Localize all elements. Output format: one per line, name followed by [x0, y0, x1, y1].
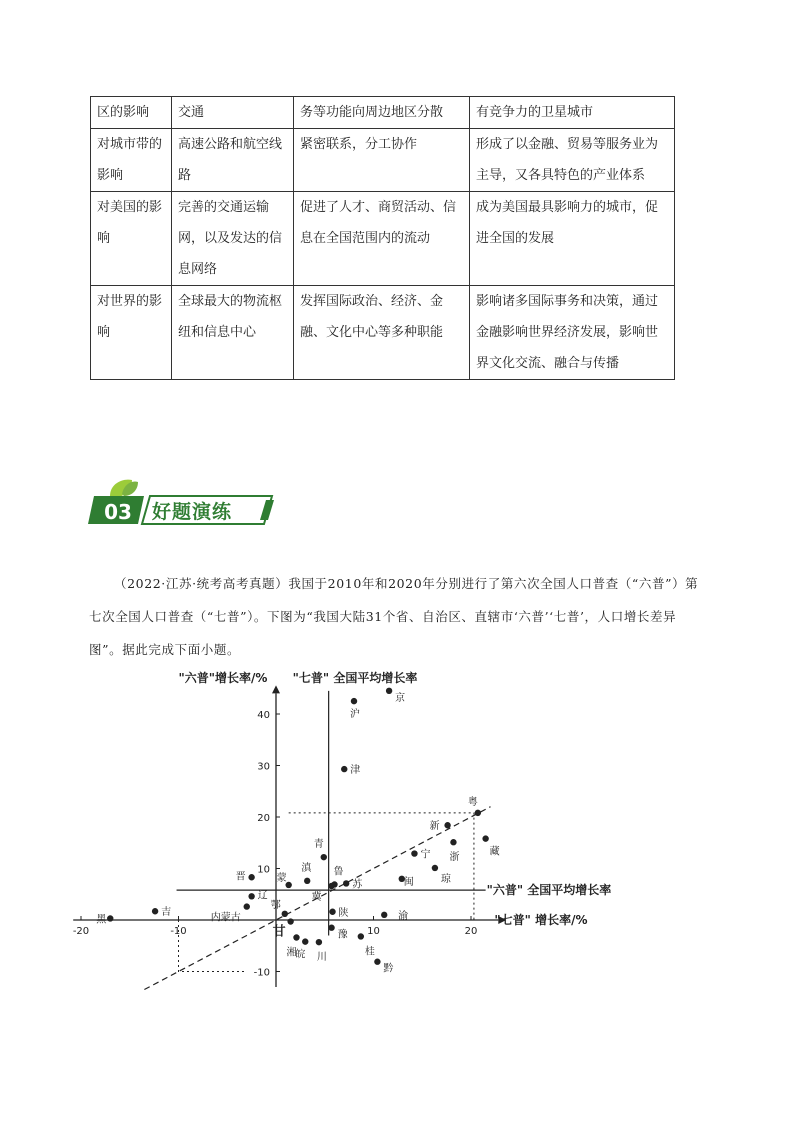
data-point-label: 桂 [364, 946, 375, 958]
table-row [91, 129, 675, 192]
data-point [329, 909, 335, 915]
leaf-icon [110, 480, 138, 498]
data-point-label: 渝 [398, 910, 409, 922]
y-axis-title: "六普"增长率/% [178, 671, 268, 685]
data-point-label: 内蒙古 [210, 912, 241, 924]
data-point [358, 933, 364, 939]
data-point-label: 湘 [286, 947, 297, 959]
data-point [282, 911, 288, 917]
data-point-label: 沪 [350, 709, 360, 721]
population-growth-scatter-chart [60, 660, 612, 1000]
data-point-label: 晋 [235, 871, 246, 883]
table-cell: 对城市带的影响 [91, 129, 172, 192]
data-point-label: 粤 [467, 796, 478, 808]
table-cell: 对世界的影响 [91, 286, 172, 380]
data-point [328, 925, 334, 931]
data-point-label: 黔 [383, 963, 394, 975]
y-tick-label: -10 [253, 967, 270, 979]
data-point-label: 吉 [161, 907, 172, 919]
data-point-label: 苏 [352, 879, 363, 891]
data-point [321, 854, 327, 860]
x-tick-label: 20 [464, 926, 478, 937]
data-point [304, 878, 310, 884]
y-tick-label: 40 [257, 710, 270, 721]
table-cell: 高速公路和航空线路 [172, 129, 294, 192]
table-cell: 有竞争力的卫星城市 [470, 97, 675, 129]
data-point [411, 850, 417, 856]
data-point-label: 鄂 [270, 899, 281, 911]
data-point [482, 835, 488, 841]
section-title: 好题演练 [152, 501, 233, 523]
data-point [248, 874, 254, 880]
data-point [293, 934, 299, 940]
data-point [386, 688, 392, 694]
data-point-label: 浙 [449, 852, 460, 864]
data-point-label: 京 [395, 692, 406, 704]
table-cell: 成为美国最具影响力的城市，促进全国的发展 [470, 192, 675, 286]
data-point [302, 938, 308, 944]
table-cell: 完善的交通运输网，以及发达的信息网络 [172, 192, 294, 286]
data-point-label: 豫 [337, 929, 348, 941]
guide-dotted-lower [179, 920, 247, 972]
data-point-label: 陕 [338, 907, 349, 919]
data-point-label: 青 [313, 839, 324, 851]
data-point [381, 912, 387, 918]
data-point [341, 766, 347, 772]
data-point-label: 琼 [440, 873, 451, 885]
section-number: 03 [104, 500, 132, 524]
data-point [475, 810, 481, 816]
data-point [444, 822, 450, 828]
data-point-label: 川 [316, 952, 327, 964]
qi-pu-average-label: "七普" 全国平均增长率 [292, 671, 418, 685]
data-point-label: 辽 [257, 890, 268, 902]
data-point [316, 939, 322, 945]
y-tick-label: 30 [257, 761, 270, 773]
table-cell: 形成了以金融、贸易等服务业为主导，又各具特色的产业体系 [470, 129, 675, 192]
data-point-label: 黑 [96, 914, 107, 926]
data-point-label: 新 [429, 821, 440, 833]
data-point-label: 鲁 [333, 866, 344, 878]
data-point [450, 839, 456, 845]
y-axis-arrow [272, 685, 280, 693]
table-row [91, 286, 675, 380]
data-point-label: 冀 [311, 892, 322, 904]
x-tick-label: -10 [170, 926, 187, 937]
y-tick-label: 10 [257, 864, 270, 876]
x-tick-label: 10 [367, 926, 380, 937]
x-tick-label: -20 [72, 926, 90, 937]
data-point [328, 883, 334, 889]
data-point [287, 918, 293, 924]
comparison-table [90, 96, 675, 380]
data-point [248, 893, 254, 899]
table-row [91, 192, 675, 286]
data-point [432, 865, 438, 871]
table-cell: 影响诸多国际事务和决策，通过金融影响世界经济发展，影响世界文化交流、融合与传播 [470, 286, 675, 380]
section-header [88, 476, 278, 526]
data-point-label: 蒙 [276, 872, 287, 884]
table-row [91, 97, 675, 129]
data-point-label: 皖 [295, 949, 306, 961]
data-point-label: 宁 [420, 849, 431, 861]
data-point-label: 滇 [301, 862, 312, 874]
table-cell: 交通 [172, 97, 294, 129]
table-cell: 区的影响 [91, 97, 172, 129]
data-point-label: 甘 [272, 924, 286, 940]
data-point-label: 藏 [489, 846, 500, 858]
data-point [343, 880, 349, 886]
data-point [374, 959, 380, 965]
data-point-label: 津 [350, 765, 361, 777]
table-cell: 紧密联系，分工协作 [294, 129, 470, 192]
liu-pu-average-label: "六普" 全国平均增长率 [486, 883, 612, 898]
table-cell: 务等功能向周边地区分散 [294, 97, 470, 129]
guide-dotted-upper [289, 813, 474, 920]
question-text: （2022·江苏·统考高考真题）我国于2010年和2020年分别进行了第六次全国人口普查（“六普”）第七次全国人口普查（“七普”）。下图为“我国大陆31个省、自治区、直辖市‘六普’‘七普’，人口增长差异图”。据此完成下面小题。 [89, 576, 699, 657]
data-point-label: 闽 [403, 876, 414, 888]
table-cell: 全球最大的物流枢纽和信息中心 [172, 286, 294, 380]
data-point [107, 915, 113, 921]
table-cell: 发挥国际政治、经济、金融、文化中心等多种职能 [294, 286, 470, 380]
y-tick-label: 20 [257, 813, 270, 824]
x-axis-title: "七普" 增长率/% [494, 913, 588, 927]
data-point [351, 698, 357, 704]
data-point [152, 908, 158, 914]
data-point [244, 903, 250, 909]
table-cell: 促进了人才、商贸活动、信息在全国范围内的流动 [294, 192, 470, 286]
table-cell: 对美国的影响 [91, 192, 172, 286]
